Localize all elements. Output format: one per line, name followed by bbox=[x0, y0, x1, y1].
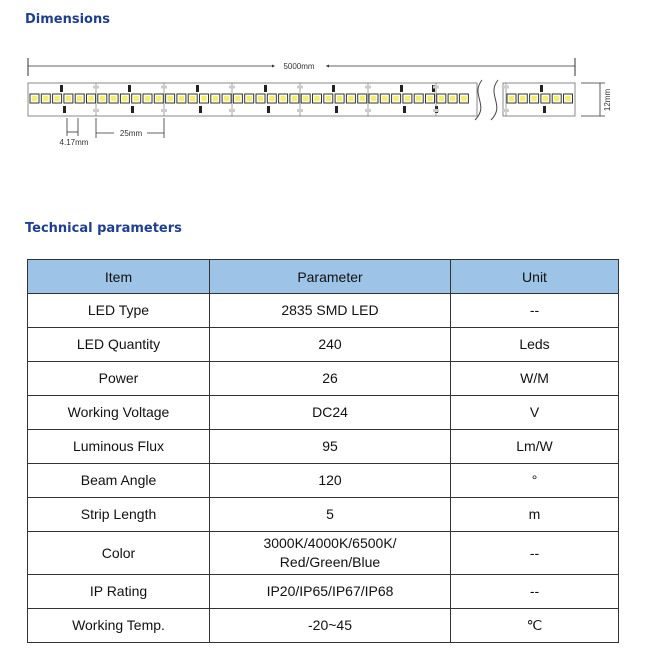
led-chip bbox=[552, 94, 561, 103]
led-strip bbox=[28, 80, 575, 120]
row-item: IP Rating bbox=[28, 575, 210, 609]
row-parameter: DC24 bbox=[210, 396, 451, 430]
led-chip bbox=[64, 94, 73, 103]
led-chip bbox=[507, 94, 516, 103]
led-chip bbox=[369, 94, 378, 103]
led-pitch-label: 4.17mm bbox=[59, 138, 89, 147]
table-header-row bbox=[28, 260, 619, 294]
row-parameter-line: 3000K/4000K/6500K/ bbox=[263, 535, 397, 551]
led-chip bbox=[87, 94, 96, 103]
table-row bbox=[28, 362, 619, 396]
row-item: Working Voltage bbox=[28, 396, 210, 430]
led-chip bbox=[75, 94, 84, 103]
table-row bbox=[28, 575, 619, 609]
led-chip bbox=[541, 94, 550, 103]
row-unit: m bbox=[451, 498, 619, 532]
row-unit: ° bbox=[451, 464, 619, 498]
led-strip-dimension-diagram bbox=[0, 40, 650, 160]
led-chip bbox=[256, 94, 265, 103]
header-parameter: Parameter bbox=[210, 260, 451, 294]
table-row bbox=[28, 328, 619, 362]
row-unit: W/M bbox=[451, 362, 619, 396]
led-chip bbox=[41, 94, 50, 103]
led-chip bbox=[301, 94, 310, 103]
led-chip bbox=[109, 94, 118, 103]
row-unit: ℃ bbox=[451, 609, 619, 643]
led-chip bbox=[414, 94, 423, 103]
led-chip bbox=[403, 94, 412, 103]
led-chip bbox=[188, 94, 197, 103]
led-chip bbox=[324, 94, 333, 103]
row-unit: Lm/W bbox=[451, 430, 619, 464]
row-item: Beam Angle bbox=[28, 464, 210, 498]
total-length-label: 5000mm bbox=[283, 62, 315, 71]
led-chip bbox=[98, 94, 107, 103]
led-chip bbox=[30, 94, 39, 103]
row-unit: -- bbox=[451, 575, 619, 609]
led-chip bbox=[222, 94, 231, 103]
dimensions-heading: Dimensions bbox=[25, 12, 110, 27]
row-unit: V bbox=[451, 396, 619, 430]
led-chip bbox=[177, 94, 186, 103]
width-dimension bbox=[581, 83, 612, 116]
row-parameter-line: Red/Green/Blue bbox=[279, 554, 381, 570]
led-pitch-dimension bbox=[60, 118, 89, 147]
led-chip bbox=[166, 94, 175, 103]
led-chip bbox=[437, 94, 446, 103]
table-row bbox=[28, 294, 619, 328]
led-chip bbox=[459, 94, 468, 103]
led-chip bbox=[358, 94, 367, 103]
row-parameter: IP20/IP65/IP67/IP68 bbox=[210, 575, 451, 609]
led-chip bbox=[448, 94, 457, 103]
led-chip bbox=[132, 94, 141, 103]
row-item: Working Temp. bbox=[28, 609, 210, 643]
technical-parameters-table bbox=[27, 259, 619, 643]
table-row bbox=[28, 609, 619, 643]
header-unit: Unit bbox=[451, 260, 619, 294]
row-item: LED Quantity bbox=[28, 328, 210, 362]
technical-parameters-heading: Technical parameters bbox=[25, 221, 182, 236]
row-parameter: 2835 SMD LED bbox=[210, 294, 451, 328]
led-chip bbox=[380, 94, 389, 103]
row-item: LED Type bbox=[28, 294, 210, 328]
led-chip bbox=[154, 94, 163, 103]
led-chip bbox=[143, 94, 152, 103]
cut-unit-dimension bbox=[96, 118, 164, 138]
table-row bbox=[28, 498, 619, 532]
row-parameter: -20~45 bbox=[210, 609, 451, 643]
width-label: 12mm bbox=[603, 88, 612, 112]
led-chip bbox=[530, 94, 539, 103]
led-chip bbox=[392, 94, 401, 103]
led-chip bbox=[518, 94, 527, 103]
led-chip bbox=[211, 94, 220, 103]
led-chip bbox=[53, 94, 62, 103]
led-chip bbox=[346, 94, 355, 103]
row-parameter: 95 bbox=[210, 430, 451, 464]
led-chip bbox=[245, 94, 254, 103]
total-length-dimension bbox=[28, 58, 575, 76]
row-item: Strip Length bbox=[28, 498, 210, 532]
led-chip bbox=[279, 94, 288, 103]
cut-unit-label: 25mm bbox=[119, 129, 143, 138]
row-parameter: 26 bbox=[210, 362, 451, 396]
led-chip bbox=[267, 94, 276, 103]
row-unit: -- bbox=[451, 294, 619, 328]
row-unit: -- bbox=[451, 532, 619, 575]
led-chip bbox=[120, 94, 129, 103]
table-row bbox=[28, 430, 619, 464]
row-parameter: 240 bbox=[210, 328, 451, 362]
header-item: Item bbox=[28, 260, 210, 294]
led-chip bbox=[426, 94, 435, 103]
row-parameter: 5 bbox=[210, 498, 451, 532]
table-row bbox=[28, 532, 619, 575]
row-parameter bbox=[210, 532, 451, 575]
row-item: Power bbox=[28, 362, 210, 396]
row-unit: Leds bbox=[451, 328, 619, 362]
led-chip bbox=[335, 94, 344, 103]
led-chip bbox=[313, 94, 322, 103]
row-item: Luminous Flux bbox=[28, 430, 210, 464]
table-row bbox=[28, 396, 619, 430]
row-item: Color bbox=[28, 532, 210, 575]
led-chip bbox=[290, 94, 299, 103]
led-chip bbox=[564, 94, 573, 103]
led-chip bbox=[233, 94, 242, 103]
table-row bbox=[28, 464, 619, 498]
led-chip bbox=[200, 94, 209, 103]
row-parameter: 120 bbox=[210, 464, 451, 498]
